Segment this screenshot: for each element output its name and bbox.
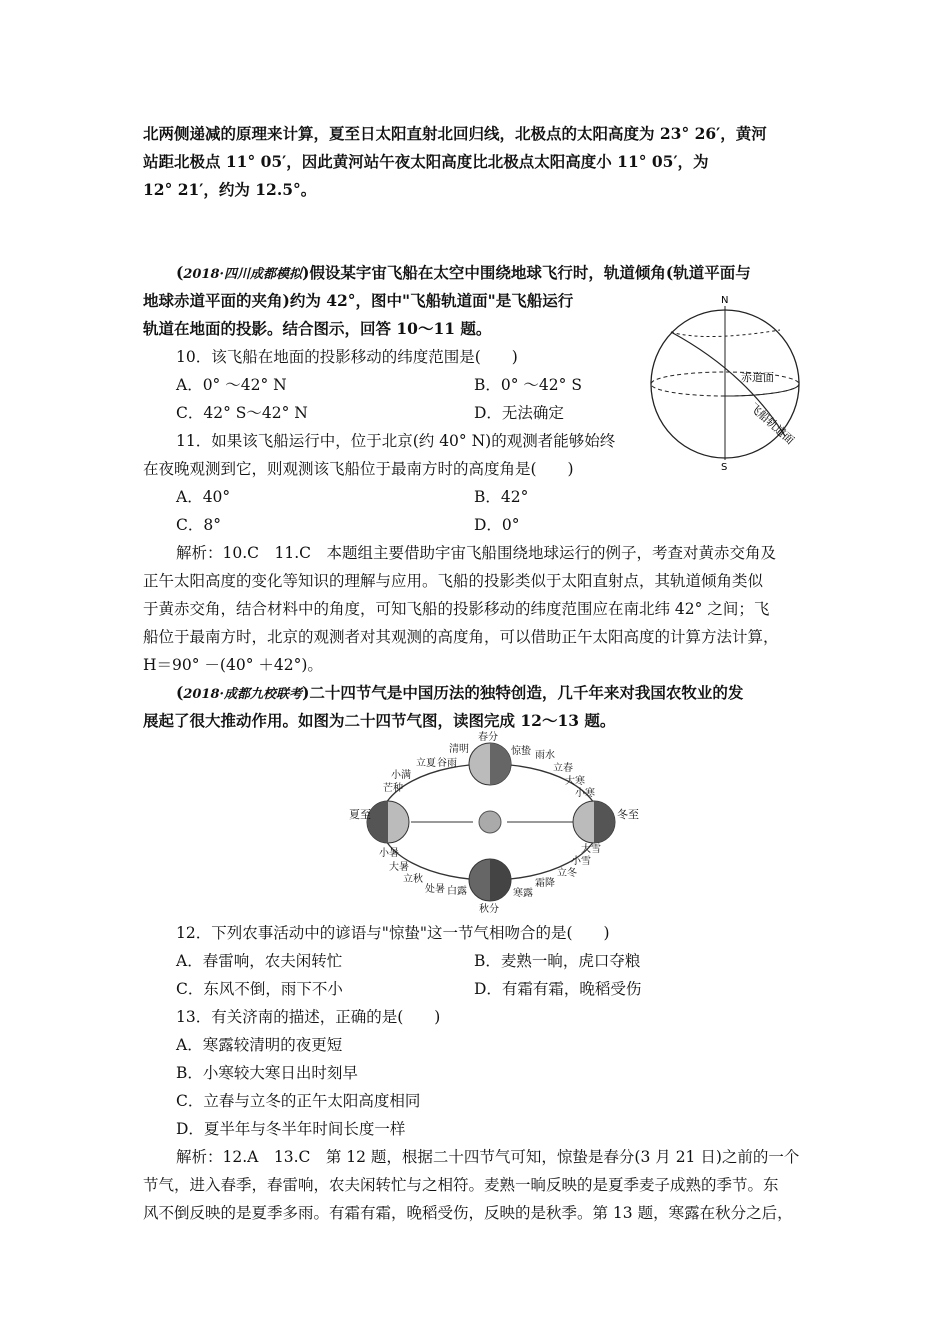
earth-winter: [573, 801, 615, 843]
analysis1-line-4: 船位于最南方时，北京的观测者对其观测的高度角，可以借助正午太阳高度的计算方法计算，: [143, 628, 779, 646]
analysis1-line-3: 于黄赤交角，结合材料中的角度，可知飞船的投影移动的纬度范围应在南北纬 42° 之间；飞: [143, 600, 770, 618]
group2-intro-line-2: 展起了很大推动作用。如图为二十四节气图，读图完成 12～13 题。: [143, 711, 616, 730]
earth-autumn: [469, 859, 511, 901]
term-hanlu: 寒露: [513, 888, 533, 899]
term-chunfen: 春分: [478, 732, 498, 743]
q11-stem-1: 11．如果该飞船运行中，位于北京(约 40° N)的观测者能够始终: [176, 432, 616, 450]
q11-stem-2: 在夜晚观测到它，则观测该飞船位于最南方时的高度角是( ): [143, 460, 574, 478]
equator-label: 赤道面: [741, 371, 774, 384]
term-chushu: 处暑: [425, 884, 445, 895]
group2-intro-line-1: (2018·成都九校联考)二十四节气是中国历法的独特创造，几千年来对我国农牧业的发: [176, 683, 744, 702]
orbit-figure: [645, 292, 810, 472]
q10-option-a: A．0° ～42° N: [176, 376, 287, 394]
q13-option-a: A．寒露较清明的夜更短: [176, 1036, 343, 1054]
q12-option-c: C．东风不倒，雨下不小: [176, 980, 343, 998]
q11-option-d: D．0°: [474, 516, 520, 534]
q12-option-d: D．有霜有霜，晚稻受伤: [474, 980, 642, 998]
term-guyu: 谷雨: [437, 758, 457, 769]
q11-option-a: A．40°: [176, 488, 231, 506]
group2-source: 2018·成都九校联考: [183, 687, 303, 702]
q12-option-b: B．麦熟一晌，虎口夺粮: [474, 952, 641, 970]
term-bailu: 白露: [447, 886, 467, 897]
group1-text: 假设某宇宙飞船在太空中围绕地球飞行时，轨道倾角(轨道平面与: [309, 263, 751, 282]
term-dahan: 大寒: [565, 776, 585, 787]
intro-line-3: 12° 21′，约为 12.5°。: [143, 180, 317, 199]
q12-option-a: A．春雷响，农夫闲转忙: [176, 952, 343, 970]
q10-option-c: C．42° S～42° N: [176, 404, 308, 422]
q11-option-b: B．42°: [474, 488, 529, 506]
term-liqiu: 立秋: [403, 874, 423, 885]
group1-source: 2018·四川成都模拟: [183, 267, 303, 282]
term-dashu: 大暑: [389, 862, 409, 873]
intro-line-1: 北两侧递减的原理来计算，夏至日太阳直射北回归线，北极点的太阳高度为 23° 26′，黄河: [143, 124, 767, 143]
q12-stem: 12．下列农事活动中的谚语与"惊蛰"这一节气相吻合的是( ): [176, 924, 610, 942]
term-shuangjiang: 霜降: [535, 878, 555, 889]
analysis2-line-3: 风不倒反映的是夏季多雨。有霜有霜，晚稻受伤，反映的是秋季。第 13 题，寒露在秋分之后，: [143, 1204, 793, 1222]
term-mangzhong: 芒种: [383, 783, 403, 794]
q10-stem: 10．该飞船在地面的投影移动的纬度范围是( ): [176, 348, 518, 366]
term-jingzhe: 惊蛰: [511, 746, 531, 757]
q13-option-b: B．小寒较大寒日出时刻早: [176, 1064, 358, 1082]
q10-option-d: D．无法确定: [474, 404, 564, 422]
q11-option-c: C．8°: [176, 516, 221, 534]
group2-text: 二十四节气是中国历法的独特创造，几千年来对我国农牧业的发: [309, 683, 744, 702]
term-lixia: 立夏: [416, 758, 436, 769]
term-xiaohan: 小寒: [575, 788, 595, 799]
term-xiaoshu: 小暑: [379, 848, 399, 859]
term-xiaoman: 小满: [391, 770, 411, 781]
term-xiaoxue: 小雪: [571, 856, 591, 867]
term-lichun: 立春: [553, 763, 573, 774]
solar-terms-figure: [345, 730, 639, 915]
south-label: S: [721, 462, 728, 473]
term-xiazhi: 夏至: [349, 808, 371, 821]
orbit-label: 飞船轨道面: [746, 400, 797, 448]
q10-option-b: B．0° ～42° S: [474, 376, 582, 394]
group1-intro-line-3: 轨道在地面的投影。结合图示，回答 10～11 题。: [143, 319, 492, 338]
term-qiufen: 秋分: [479, 904, 499, 915]
analysis1-line-2: 正午太阳高度的变化等知识的理解与应用。飞船的投影类似于太阳直射点，其轨道倾角类似: [143, 572, 764, 590]
group1-intro-line-2: 地球赤道平面的夹角)约为 42°，图中"飞船轨道面"是飞船运行: [143, 291, 574, 310]
earth-summer: [367, 801, 409, 843]
term-qingming: 清明: [449, 744, 469, 755]
earth-spring: [469, 743, 511, 785]
group1-intro-line-1: (2018·四川成都模拟)假设某宇宙飞船在太空中围绕地球飞行时，轨道倾角(轨道平面与: [176, 263, 751, 282]
intro-line-2: 站距北极点 11° 05′，因此黄河站午夜太阳高度比北极点太阳高度小 11° 05′，为: [143, 152, 709, 171]
term-yushui: 雨水: [535, 750, 555, 761]
q13-option-c: C．立春与立冬的正午太阳高度相同: [176, 1092, 421, 1110]
sun: [479, 811, 501, 833]
q13-stem: 13．有关济南的描述，正确的是( ): [176, 1008, 441, 1026]
equator-front-arc: [725, 384, 799, 396]
analysis1-line-1: 解析：10.C 11.C 本题组主要借助宇宙飞船围绕地球运行的例子，考查对黄赤交角及: [176, 544, 777, 562]
term-dongzhi: 冬至: [617, 808, 639, 821]
analysis1-line-5: H＝90° －(40° ＋42°)。: [143, 656, 323, 674]
term-lidong: 立冬: [557, 868, 577, 879]
analysis2-line-1: 解析：12.A 13.C 第 12 题，根据二十四节气可知，惊蛰是春分(3 月 21 日)之前的一个: [176, 1148, 800, 1166]
analysis2-line-2: 节气，进入春季，春雷响，农夫闲转忙与之相符。麦熟一晌反映的是夏季麦子成熟的季节。东: [143, 1176, 779, 1194]
term-daxue: 大雪: [581, 844, 601, 855]
q13-option-d: D．夏半年与冬半年时间长度一样: [176, 1120, 406, 1138]
north-label: N: [721, 295, 729, 306]
